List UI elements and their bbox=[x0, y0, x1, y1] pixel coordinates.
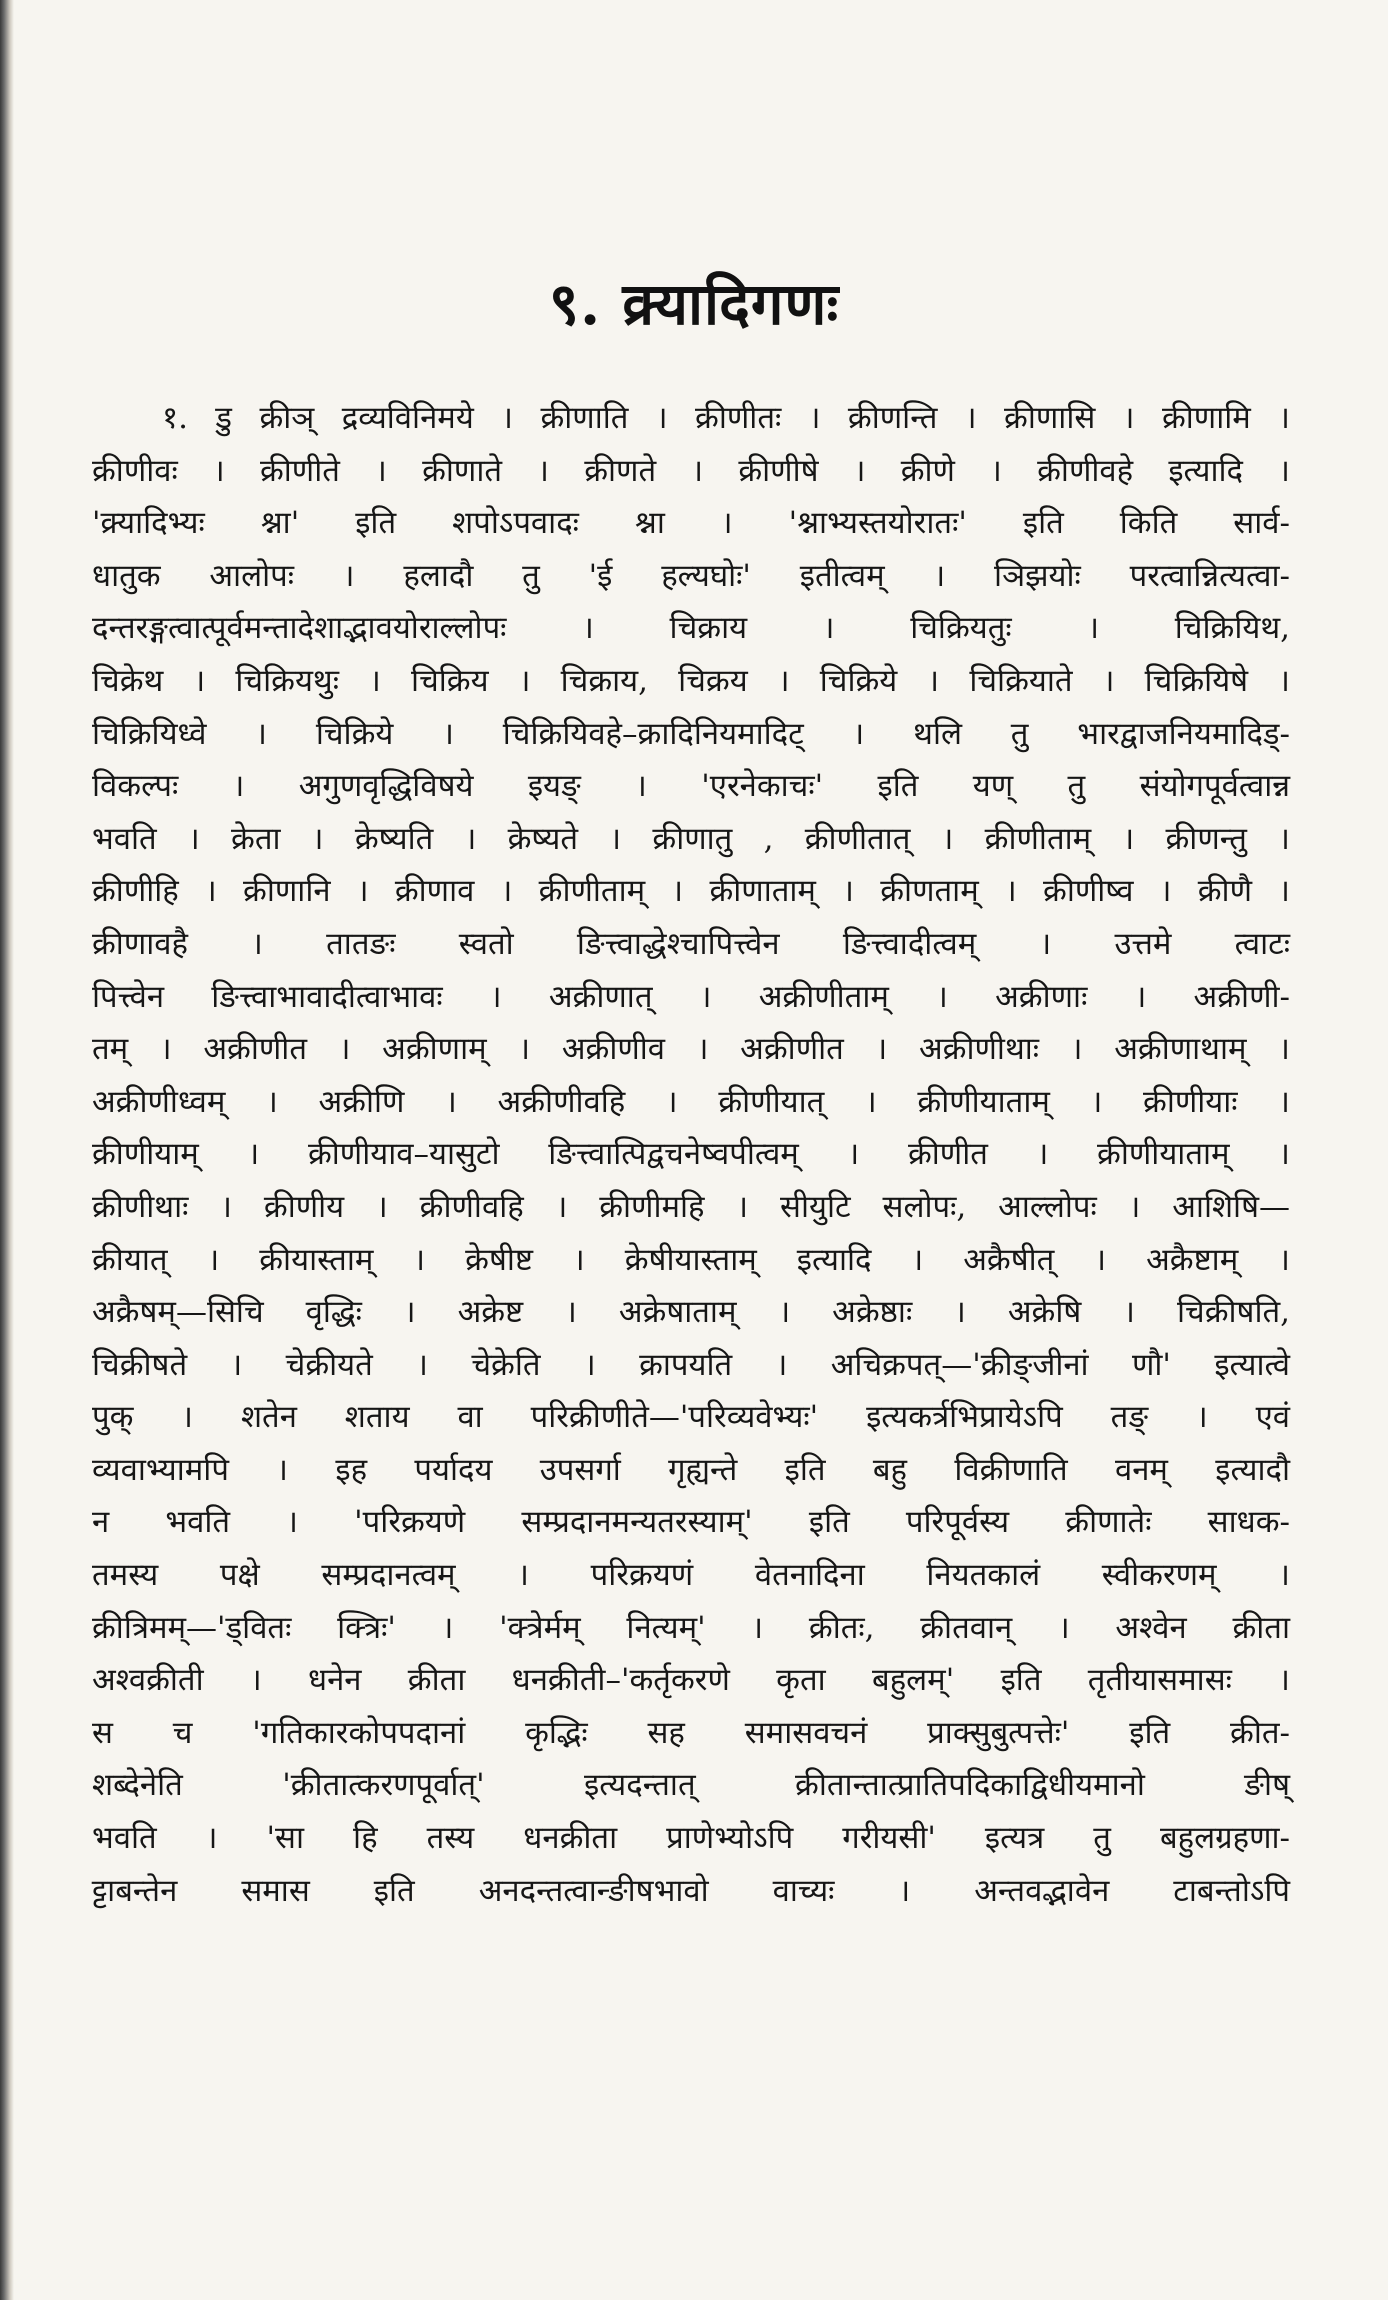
text-line: क्रीणीवः । क्रीणीते । क्रीणाते । क्रीणते । क्रीणीषे । क्रीणे । क्रीणीवहे इत्यादि । bbox=[92, 452, 1290, 489]
text-line: भवति । क्रेता । क्रेष्यति । क्रेष्यते । क्रीणातु , क्रीणीतात् । क्रीणीताम् । क्रीणन्तु । bbox=[92, 820, 1290, 857]
text-line: क्रीणीहि । क्रीणानि । क्रीणाव । क्रीणीताम् । क्रीणाताम् । क्रीणताम् । क्रीणीष्व । क्रीणै । bbox=[92, 873, 1290, 910]
text-line: अश्वक्रीती । धनेन क्रीता धनक्रीती–'कर्तृकरणे कृता बहुलम्' इति तृतीयासमासः । bbox=[92, 1662, 1290, 1699]
text-line: विकल्पः । अगुणवृद्धिविषये इयङ् । 'एरनेकाचः' इति यण् तु संयोगपूर्वत्वान्न bbox=[92, 768, 1290, 805]
text-line: क्रीणीथाः । क्रीणीय । क्रीणीवहि । क्रीणीमहि । सीयुटि सलोपः, आल्लोपः । आशिषि— bbox=[92, 1188, 1290, 1225]
text-line: दन्तरङ्गत्वात्पूर्वमन्तादेशाद्भावयोराल्लोपः । चिक्राय । चिक्रियतुः । चिक्रियिथ, bbox=[92, 610, 1290, 647]
text-line: १. डु क्रीञ् द्रव्यविनिमये । क्रीणाति । क्रीणीतः । क्रीणन्ति । क्रीणासि । क्रीणामि । bbox=[162, 400, 1290, 436]
body-text bbox=[92, 392, 1290, 1917]
text-line: क्रीणावहै । तातङः स्वतो ङित्त्वाद्धेश्चापित्त्वेन ङित्त्वादीत्वम् । उत्तमे त्वाटः bbox=[92, 925, 1290, 962]
page-binding-edge bbox=[0, 0, 14, 2300]
text-line: चिक्रीषते । चेक्रीयते । चेक्रेति । क्रापयति । अचिक्रपत्—'क्रीङ्जीनां णौ' इत्यात्वे bbox=[92, 1346, 1290, 1383]
text-line: अक्रैषम्—सिचि वृद्धिः । अक्रेष्ट । अक्रेषाताम् । अक्रेष्ठाः । अक्रेषि । चिक्रीषति, bbox=[92, 1294, 1290, 1331]
text-line: धातुक आलोपः । हलादौ तु 'ई हल्यघोः' इतीत्वम् । ञिझयोः परत्वान्नित्यत्वा- bbox=[92, 557, 1290, 594]
text-line: शब्देनेति 'क्रीतात्करणपूर्वात्' इत्यदन्तात् क्रीतान्तात्प्रातिपदिकाद्विधीयमानो ङीष् bbox=[92, 1767, 1290, 1804]
text-line: ट्टाबन्तेन समास इति अनदन्तत्वान्ङीषभावो वाच्यः । अन्तवद्भावेन टाबन्तोऽपि bbox=[92, 1872, 1290, 1909]
text-line: व्यवाभ्यामपि । इह पर्यादय उपसर्गा गृह्यन्ते इति बहु विक्रीणाति वनम् इत्यादौ bbox=[92, 1451, 1290, 1488]
text-line: तमस्य पक्षे सम्प्रदानत्वम् । परिक्रयणं वेतनादिना नियतकालं स्वीकरणम् । bbox=[92, 1557, 1290, 1594]
text-line: तम् । अक्रीणीत । अक्रीणाम् । अक्रीणीव । अक्रीणीत । अक्रीणीथाः । अक्रीणाथाम् । bbox=[92, 1031, 1290, 1068]
text-line: क्रीत्रिमम्—'ड्वितः क्त्रिः' । 'क्त्रेर्मम् नित्यम्' । क्रीतः, क्रीतवान् । अश्वेन क्रीता bbox=[92, 1609, 1290, 1646]
text-line: चिक्रियिध्वे । चिक्रिये । चिक्रियिवहे–क्रादिनियमादिट् । थलि तु भारद्वाजनियमादिड्- bbox=[92, 715, 1290, 752]
text-line: पुक् । शतेन शताय वा परिक्रीणीते—'परिव्यवेभ्यः' इत्यकर्त्रभिप्रायेऽपि तङ् । एवं bbox=[92, 1399, 1290, 1436]
text-line: चिक्रेथ । चिक्रियथुः । चिक्रिय । चिक्राय, चिक्रय । चिक्रिये । चिक्रियाते । चिक्रियिषे । bbox=[92, 662, 1290, 699]
text-line: क्रीणीयाम् । क्रीणीयाव–यासुटो ङित्त्वात्पिद्वचनेष्वपीत्वम् । क्रीणीत । क्रीणीयाताम् । bbox=[92, 1136, 1290, 1173]
text-line: स च 'गतिकारकोपपदानां कृद्भिः सह समासवचनं प्राक्सुबुत्पत्तेः' इति क्रीत- bbox=[92, 1714, 1290, 1751]
text-line: अक्रीणीध्वम् । अक्रीणि । अक्रीणीवहि । क्रीणीयात् । क्रीणीयाताम् । क्रीणीयाः । bbox=[92, 1083, 1290, 1120]
text-line: भवति । 'सा हि तस्य धनक्रीता प्राणेभ्योऽपि गरीयसी' इत्यत्र तु बहुलग्रहणा- bbox=[92, 1820, 1290, 1857]
text-line: पित्त्वेन ङित्त्वाभावादीत्वाभावः । अक्रीणात् । अक्रीणीताम् । अक्रीणाः । अक्रीणी- bbox=[92, 978, 1290, 1015]
chapter-heading: ९. क्र्यादिगणः bbox=[548, 270, 840, 338]
text-line: क्रीयात् । क्रीयास्ताम् । क्रेषीष्ट । क्रेषीयास्ताम् इत्यादि । अक्रैषीत् । अक्रैष्टाम् । bbox=[92, 1241, 1290, 1278]
text-line: न भवति । 'परिक्रयणे सम्प्रदानमन्यतरस्याम्' इति परिपूर्वस्य क्रीणातेः साधक- bbox=[92, 1504, 1290, 1541]
text-line: 'क्र्यादिभ्यः श्ना' इति शपोऽपवादः श्ना । 'श्नाभ्यस्तयोरातः' इति किति सार्व- bbox=[92, 505, 1290, 542]
